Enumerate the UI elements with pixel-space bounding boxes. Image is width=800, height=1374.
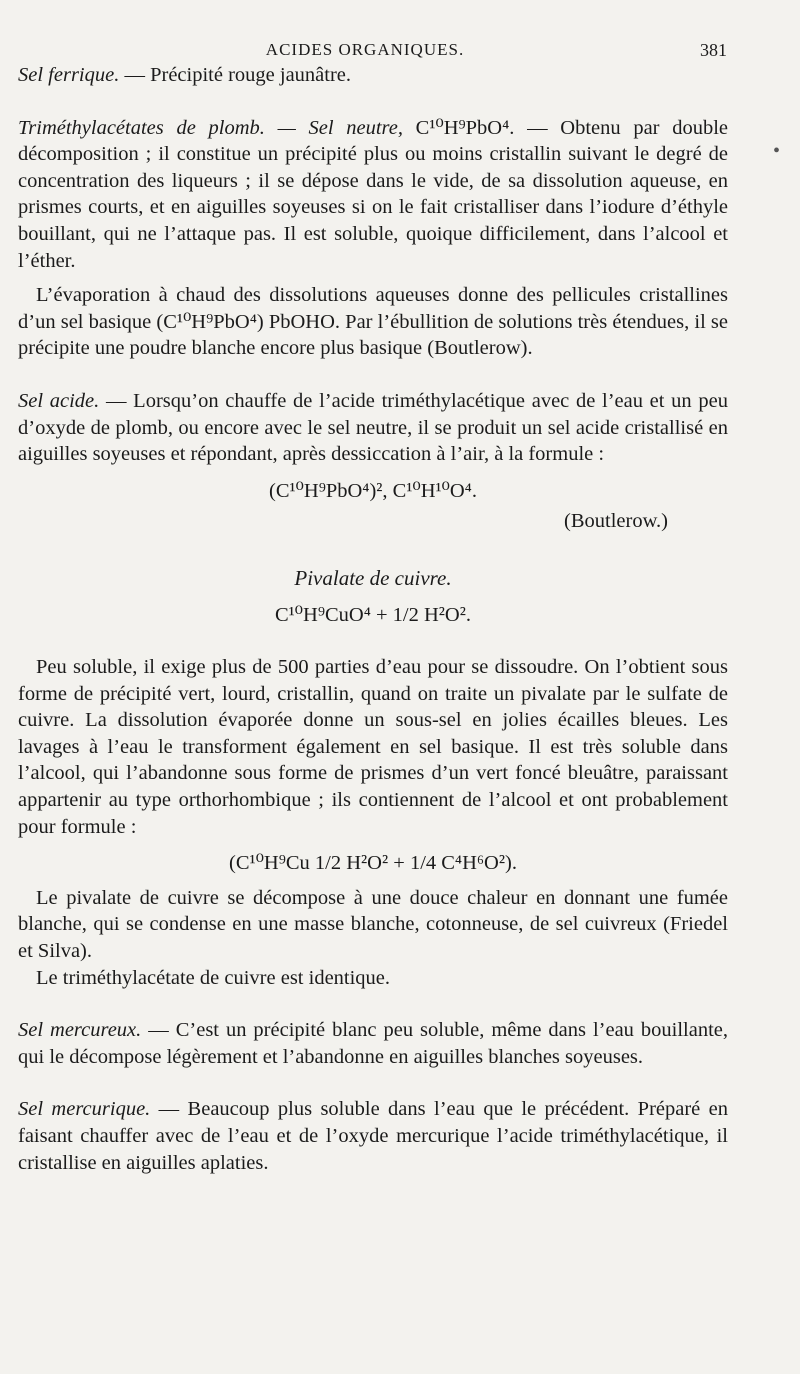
paragraph-sel-mercureux [18,1017,728,1070]
paragraph-text: Le triméthylacétate de cuivre est identique. [36,966,391,989]
page-number: 381 [700,40,727,60]
paragraph-title: Sel acide. [18,389,100,412]
paragraph-title: Triméthylacétates de plomb. — Sel neutre, [18,116,403,139]
paragraph-text: L’évaporation à chaud des dissolutions aqueuses donne des pellicules cristallines d’un sel basique (C¹⁰H⁹PbO⁴) PbOHO. Par l’ébullition de solutions très étendues, il se précipite une poudre blanche encore plus basique (Boutlerow). [18,284,728,360]
paragraph-sel-ferrique [18,62,728,89]
paragraph-trimethyl-plomb [18,115,728,275]
paragraph-text: Peu soluble, il exige plus de 500 parties d’eau pour se dissoudre. On l’obtient sous forme de précipité vert, lourd, cristallin, quand on traite un pivalate par le sulfate de cuivre. La dissolution évaporée donne un sous-sel en jolies écailles bleues. Les lavages à l’eau le transforment également en sel basique. Il est très soluble dans l’alcool, qui l’abandonne sous forme de prismes d’un vert foncé bleuâtre, paraissant appartenir au type orthorhombique ; ils contiennent de l’alcool et ont probablement pour formule : [18,656,728,838]
paragraph-text: — Beaucoup plus soluble dans l’eau que le précédent. Préparé en faisant chauffer avec de l’eau et de l’oxyde mercurique l’acide triméthylacétique, il cristallise en aiguilles aplaties. [18,1098,728,1174]
paragraph-sel-acide [18,388,728,468]
page-body [18,62,728,1176]
paragraph-text: C¹⁰H⁹PbO⁴. — Obtenu par double décomposition ; il constitue un précipité plus ou moins cristallin suivant le degré de concentration des liqueurs ; il se dépose dans le vide, de sa dissolution aqueuse, en prismes courts, et en aiguilles soyeuses si on le fait cristalliser dans l’iodure d’éthyle bouillant, qui ne l’attaque pas. Il est soluble, quoique difficilement, dans l’alcool et l’éther. [18,116,728,272]
paragraph-title: Sel ferrique. [18,64,120,86]
paragraph-text: — Lorsqu’on chauffe de l’acide triméthylacétique avec de l’eau et un peu d’oxyde de plomb, ou encore avec le sel neutre, il se produit un sel acide cristallisé en aiguilles soyeuses et répondant, après dessiccation à l’air, à la formule : [18,389,728,466]
paragraph-identique [18,965,728,992]
paragraph-sel-mercurique [18,1096,728,1176]
formula-pivalate-cuivre: C¹⁰H⁹CuO⁴ + 1/2 H²O². [274,603,472,626]
paragraph-title: Sel mercurique. [18,1098,151,1121]
paragraph-text: — Précipité rouge jaunâtre. [119,64,352,86]
subheading-pivalate-cuivre: Pivalate de cuivre. [294,565,452,590]
paragraph-text: Le pivalate de cuivre se décompose à une douce chaleur en donnant une fumée blanche, qui se condense en une masse blanche, cotonneuse, de sel cuivreux (Friedel et Silva). [18,886,728,963]
running-title: ACIDES ORGANIQUES. [265,40,465,59]
paragraph-evaporation [18,282,728,362]
formula-pivalate-alcool: (C¹⁰H⁹Cu 1/2 H²O² + 1/4 C⁴H⁶O²). [229,852,517,875]
paragraph-pivalate-decompose [18,885,728,965]
paragraph-peu-soluble [18,654,728,840]
attribution-boutlerow: (Boutlerow.) [564,510,668,533]
formula-sel-acide: (C¹⁰H⁹PbO⁴)², C¹⁰H¹⁰O⁴. [269,479,477,502]
paragraph-text: — C’est un précipité blanc peu soluble, même dans l’eau bouillante, qui le décompose légèrement et l’abandonne en aiguilles blanches soyeuses. [18,1019,728,1068]
margin-mark: • [773,140,781,162]
paragraph-title: Sel mercureux. [18,1019,142,1042]
